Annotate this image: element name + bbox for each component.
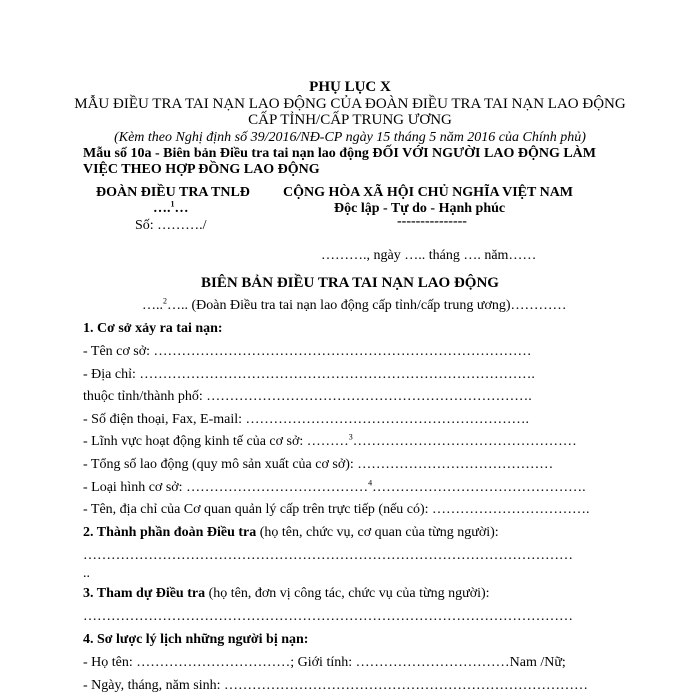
section-4-heading: 4. Sơ lược lý lịch những người bị nạn: [83, 632, 309, 647]
field-province: thuộc tỉnh/thành phố: ……………………………………………………………. [83, 389, 532, 404]
team-placeholder: ….$^1$… [153, 199, 189, 216]
form-title-line2: CẤP TỈNH/CẤP TRUNG ƯƠNG [248, 112, 452, 128]
decree-reference: (Kèm theo Nghị định số 39/2016/NĐ-CP ngày 15 tháng 5 năm 2016 của Chính phủ) [114, 130, 586, 145]
field-economic-sector: - Lĩnh vực hoạt động kinh tế của cơ sở: ………$^3$………………………………………… [83, 432, 577, 449]
footnote-3: 3 [348, 432, 353, 442]
footnote-4: 4 [368, 478, 373, 488]
document-date: ………., ngày ….. tháng …. năm…… [321, 248, 537, 263]
field-address: - Địa chỉ: …………………………………………………………………………. [83, 367, 535, 382]
field-facility-type: - Loại hình cơ sở: …………………………………$^4$………………………………………. [83, 478, 586, 495]
motto-underline: --------------- [397, 214, 467, 229]
section-2-dots-cont: .. [83, 566, 90, 581]
footnote-2: 2 [163, 296, 167, 306]
field-supervising-authority: - Tên, địa chỉ của Cơ quan quản lý cấp trên trực tiếp (nếu có): ……………………………. [83, 502, 590, 517]
section-1-heading: 1. Cơ sở xảy ra tai nạn: [83, 321, 223, 336]
field-victim-dob: - Ngày, tháng, năm sinh: …………………………………………………………………… [83, 678, 589, 693]
form-title-line1: MẪU ĐIỀU TRA TAI NẠN LAO ĐỘNG CỦA ĐOÀN ĐIỀU TRA TAI NẠN LAO ĐỘNG [74, 96, 626, 112]
field-contact: - Số điện thoại, Fax, E-mail: ……………………………………………………. [83, 412, 530, 427]
section-2-dots: …………………………………………………………………………………………… [83, 548, 573, 563]
national-motto: Độc lập - Tự do - Hạnh phúc [334, 201, 506, 216]
country-name: CỘNG HÒA XÃ HỘI CHỦ NGHĨA VIỆT NAM [283, 185, 574, 200]
form-number-line2: VIỆC THEO HỢP ĐỒNG LAO ĐỘNG [83, 162, 320, 177]
form-number-line1: Mẫu số 10a - Biên bản Điều tra tai nạn lao động ĐỐI VỚI NGƯỜI LAO ĐỘNG LÀM [83, 146, 596, 161]
field-total-workers: - Tổng số lao động (quy mô sản xuất của cơ sở): …………………………………… [83, 457, 554, 472]
document-title: BIÊN BẢN ĐIỀU TRA TAI NẠN LAO ĐỘNG [201, 275, 499, 291]
section-2-heading: 2. Thành phần đoàn Điều tra (họ tên, chức vụ, cơ quan của từng người): [83, 525, 499, 540]
document-number: Số: ………./ [135, 218, 207, 233]
intro-line: …..$^2$….. (Đoàn Điều tra tai nạn lao động cấp tỉnh/cấp trung ương)………… [142, 296, 567, 313]
field-facility-name: - Tên cơ sở: ……………………………………………………………………… [83, 344, 532, 359]
field-victim-name-gender: - Họ tên: ……………………………; Giới tính: ……………………………Nam /Nữ; [83, 655, 566, 670]
appendix-title: PHỤ LỤC X [309, 79, 391, 95]
investigation-team-name: ĐOÀN ĐIỀU TRA TNLĐ [96, 185, 250, 200]
footnote-1: 1 [170, 199, 175, 209]
section-3-dots: …………………………………………………………………………………………… [83, 609, 573, 624]
section-3-heading: 3. Tham dự Điều tra (họ tên, đơn vị công tác, chức vụ của từng người): [83, 586, 490, 601]
